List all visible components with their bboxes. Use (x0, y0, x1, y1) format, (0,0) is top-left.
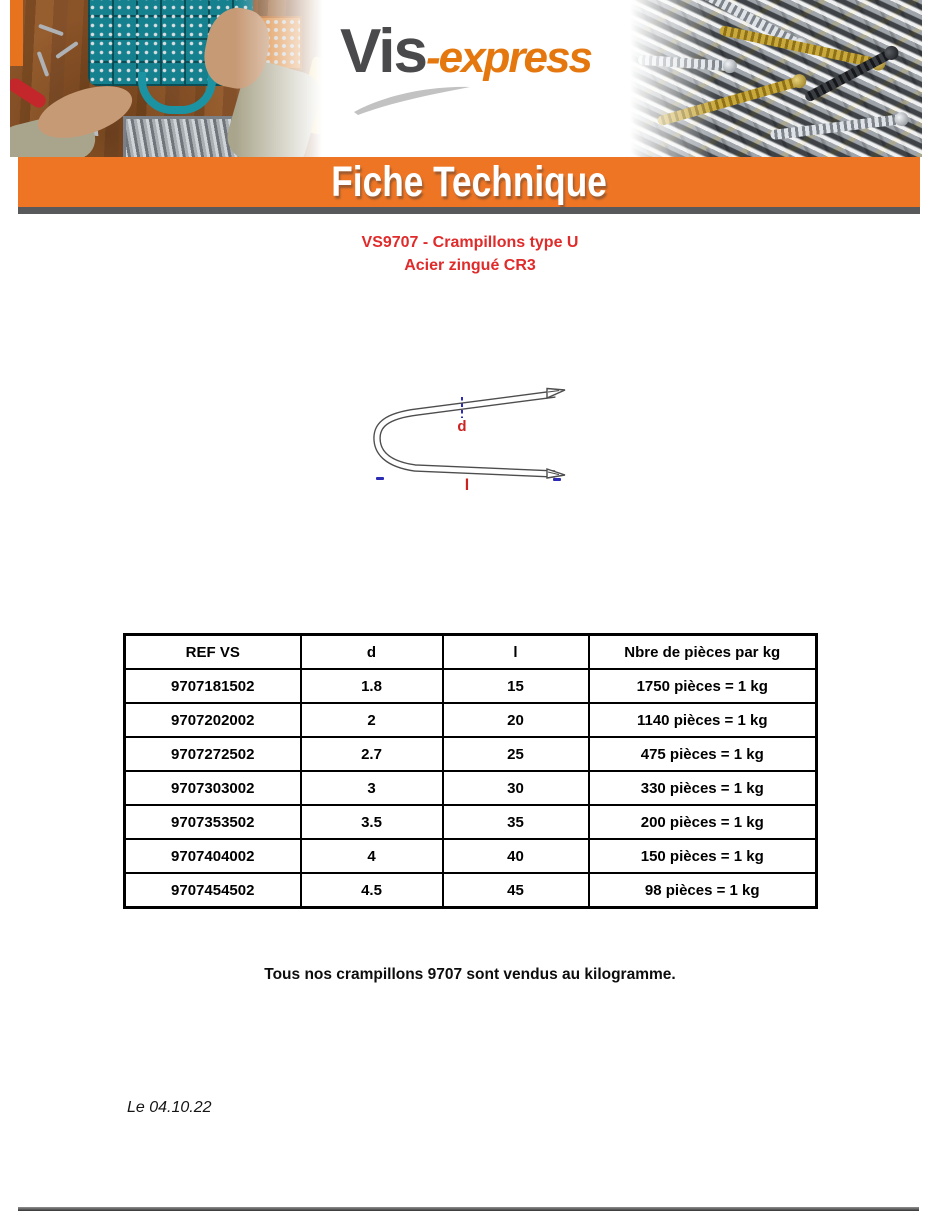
table-row (125, 873, 817, 908)
screw-shape (804, 47, 897, 103)
table-cell: 475 pièces = 1 kg (589, 737, 817, 771)
table-cell: 9707272502 (125, 737, 301, 771)
sales-note: Tous nos crampillons 9707 sont vendus au kilogramme. (264, 966, 676, 983)
table-header-row (125, 635, 817, 670)
table-cell: 15 (443, 669, 589, 703)
organizer-box-shape (88, 0, 253, 86)
table-row (125, 771, 817, 805)
table-cell: 98 pièces = 1 kg (589, 873, 817, 908)
table-cell: 4 (301, 839, 443, 873)
table-cell: 2 (301, 703, 443, 737)
loose-screw-shape (37, 51, 50, 77)
banner-underbar (18, 207, 920, 214)
table-cell: 1750 pièces = 1 kg (589, 669, 817, 703)
staple-tip-top (547, 389, 565, 399)
logo-swoosh-icon (352, 84, 474, 116)
table-cell: 3 (301, 771, 443, 805)
l-tick-right (553, 478, 561, 481)
table-row (125, 839, 817, 873)
screwdriver-shape (10, 76, 48, 111)
banner-title: Fiche Technique (331, 157, 607, 206)
loose-screw-shape (55, 41, 79, 59)
column-header: REF VS (125, 635, 301, 670)
banner (18, 157, 920, 207)
logo-suffix: -express (425, 33, 591, 82)
small-parts-box-shape (254, 16, 302, 70)
loose-screw-shape (38, 24, 64, 37)
vis-express-logo (340, 16, 591, 87)
product-title (0, 231, 940, 277)
table-cell: 35 (443, 805, 589, 839)
table-cell: 9707353502 (125, 805, 301, 839)
table-cell: 1140 pièces = 1 kg (589, 703, 817, 737)
table-row (125, 805, 817, 839)
table-cell: 330 pièces = 1 kg (589, 771, 817, 805)
table-cell: 9707181502 (125, 669, 301, 703)
table-row (125, 669, 817, 703)
orange-clamp-shape (10, 0, 23, 66)
table-cell: 20 (443, 703, 589, 737)
column-header: l (443, 635, 589, 670)
table-cell: 2.7 (301, 737, 443, 771)
table-cell: 9707454502 (125, 873, 301, 908)
table-cell: 200 pièces = 1 kg (589, 805, 817, 839)
screw-shape (690, 0, 805, 51)
column-header: d (301, 635, 443, 670)
screw-shape (657, 76, 804, 127)
table-cell: 9707202002 (125, 703, 301, 737)
organizer-handle-shape (138, 72, 216, 114)
table-cell: 25 (443, 737, 589, 771)
left-hand-shape (32, 76, 139, 148)
screw-tray-shape (123, 116, 267, 157)
staple-diagram (355, 378, 625, 493)
logo-word: Vis (340, 17, 426, 86)
table-cell: 40 (443, 839, 589, 873)
table-cell: 30 (443, 771, 589, 805)
screw-shape (719, 25, 882, 69)
d-label: d (457, 418, 467, 435)
product-title-line1: VS9707 - Crampillons type U (361, 234, 579, 251)
table-cell: 4.5 (301, 873, 443, 908)
tool-handle-shape (295, 56, 332, 135)
left-sleeve-shape (10, 107, 99, 157)
screw-shape (638, 55, 733, 72)
table-cell: 3.5 (301, 805, 443, 839)
right-sleeve-shape (222, 57, 326, 157)
table-cell: 9707404002 (125, 839, 301, 873)
screw-pile-photo (630, 0, 922, 157)
workbench-photo (10, 0, 332, 157)
spec-table (123, 633, 818, 909)
l-label: l (464, 477, 470, 493)
table-row (125, 737, 817, 771)
l-tick-left (376, 477, 384, 480)
right-hand-shape (198, 2, 275, 93)
table-cell: 1.8 (301, 669, 443, 703)
document-date: Le 04.10.22 (127, 1099, 212, 1116)
table-cell: 150 pièces = 1 kg (589, 839, 817, 873)
product-title-line2: Acier zingué CR3 (404, 257, 536, 274)
wrench-shape (76, 100, 118, 142)
table-row (125, 703, 817, 737)
page-bottom-rule (18, 1207, 919, 1211)
column-header: Nbre de pièces par kg (589, 635, 817, 670)
table-cell: 45 (443, 873, 589, 908)
table-cell: 9707303002 (125, 771, 301, 805)
screw-shape (770, 114, 905, 140)
